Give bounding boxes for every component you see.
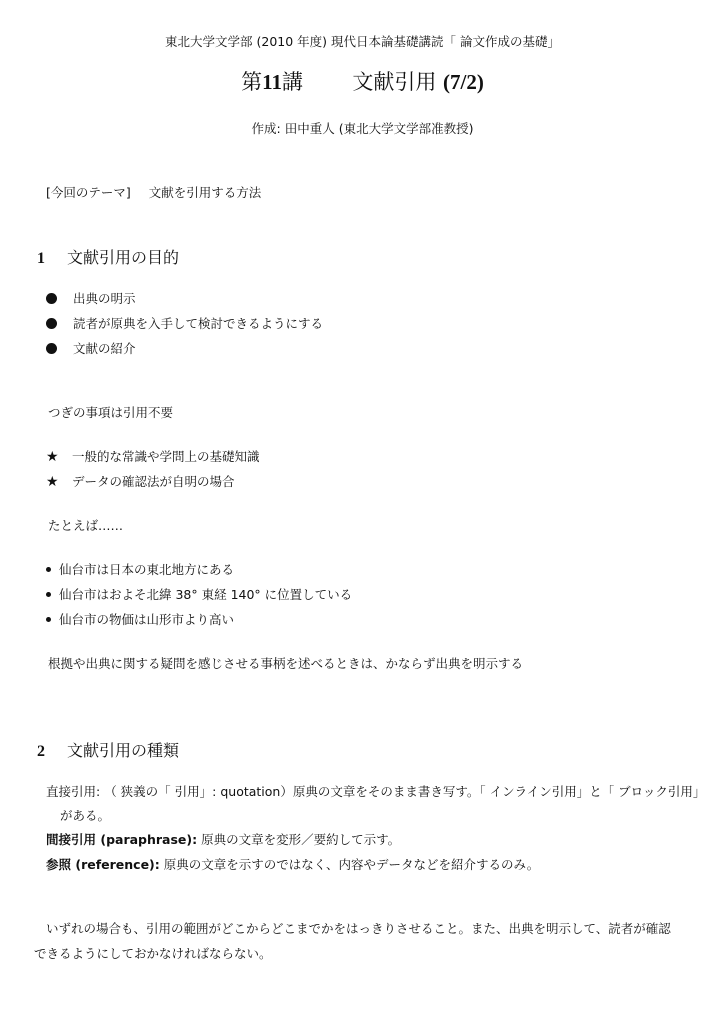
purpose-item: 文献の紹介: [46, 339, 136, 357]
theme-text: 文献を引用する方法: [148, 185, 262, 200]
bullet-icon: [46, 567, 51, 572]
citation-note: 根拠や出典に関する疑問を感じさせる事柄を述べるときは、かならず出典を明示する: [48, 656, 524, 671]
theme-line: [46, 183, 261, 201]
type-desc: 原典の文章を示すのではなく、内容やデータなどを紹介するのみ。: [163, 857, 540, 872]
type-desc: （ 狭義の「 引用」: quotation）原典の文章をそのまま書き写す。「 インライン引用」と「 ブロック引用」: [104, 784, 706, 799]
star-icon: ★: [46, 474, 59, 490]
example-item: 仙台市は日本の東北地方にある: [46, 560, 234, 578]
author-line: 作成: 田中重人 (東北大学文学部准教授): [251, 121, 474, 136]
type-paraphrase: [46, 830, 400, 848]
not-required-item: ★ データの確認法が自明の場合: [46, 474, 235, 490]
section-2-heading: [37, 738, 179, 761]
bullet-icon: [46, 318, 57, 329]
purpose-item: 読者が原典を入手して検討できるようにする: [46, 314, 323, 332]
type-desc: 原典の文章を変形／要約して示す。: [201, 832, 401, 847]
page-title: [0, 66, 725, 96]
course-header: 東北大学文学部 (2010 年度) 現代日本論基礎講読「 論文作成の基礎」: [165, 34, 560, 49]
title-topic: 文献引用: [352, 70, 437, 94]
section-number: 1: [37, 250, 45, 267]
type-term: 間接引用 (paraphrase):: [46, 832, 198, 847]
closing-paragraph-line2: できるようにしておかなければならない。: [34, 946, 272, 961]
section-number: 2: [37, 743, 45, 760]
closing-paragraph-line1: いずれの場合も、引用の範囲がどこからどこまでかをはっきりさせること。また、出典を明示して、読者が確認: [46, 921, 671, 936]
section-title: 文献引用の目的: [67, 248, 180, 267]
lecture-number: 11: [262, 70, 282, 94]
example-item: 仙台市の物価は山形市より高い: [46, 610, 234, 628]
type-term: 参照 (reference):: [46, 857, 160, 872]
not-required-item: ★ 一般的な常識や学問上の基礎知識: [46, 449, 260, 465]
bullet-icon: [46, 343, 57, 354]
star-icon: ★: [46, 449, 59, 465]
type-direct-quote-cont: がある。: [60, 808, 111, 823]
type-reference: [46, 855, 539, 873]
title-lecture: 講: [281, 70, 303, 94]
lecture-date: (7/2): [443, 70, 484, 94]
bullet-icon: [46, 293, 57, 304]
not-required-intro: つぎの事項は引用不要: [48, 405, 174, 420]
example-item: 仙台市はおよそ北緯 38° 東経 140° に位置している: [46, 585, 352, 603]
type-direct-quote: [46, 782, 705, 800]
purpose-item: 出典の明示: [46, 289, 136, 307]
bullet-icon: [46, 592, 51, 597]
section-1-heading: [37, 245, 179, 268]
section-title: 文献引用の種類: [67, 741, 180, 760]
bullet-icon: [46, 617, 51, 622]
theme-label: [今回のテーマ]: [46, 185, 131, 200]
example-intro: たとえば……: [48, 518, 124, 533]
title-prefix: 第: [241, 70, 263, 94]
type-term: 直接引用:: [46, 784, 101, 799]
